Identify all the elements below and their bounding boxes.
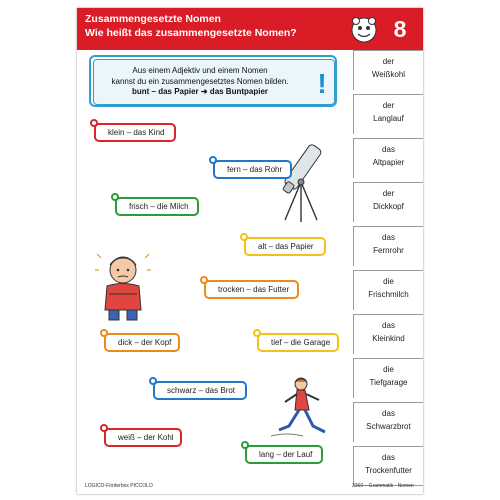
word-chip[interactable]: schwarz – das Brot bbox=[153, 381, 247, 400]
page-subtitle: Wie heißt das zusammengesetzte Nomen? bbox=[85, 27, 297, 39]
word-chip[interactable]: trocken – das Futter bbox=[204, 280, 299, 299]
header-bar bbox=[77, 8, 423, 50]
answer-cell: das Kleinkind bbox=[353, 314, 423, 354]
answer-cell: der Langlauf bbox=[353, 94, 423, 134]
worksheet-card bbox=[77, 8, 423, 494]
answer-cell: das Altpapier bbox=[353, 138, 423, 178]
footer-left: LOGICO-Förderbox PICCOLO bbox=[85, 483, 153, 489]
answer-column bbox=[353, 50, 423, 486]
answer-cell: das Trockenfutter bbox=[353, 446, 423, 486]
chip-peg bbox=[253, 329, 261, 337]
child-illustration bbox=[95, 248, 151, 322]
chip-peg bbox=[100, 424, 108, 432]
word-chip[interactable]: alt – das Papier bbox=[244, 237, 326, 256]
footer-right: 3360 – Grammatik - Nomen bbox=[352, 483, 414, 489]
answer-cell: die Tiefgarage bbox=[353, 358, 423, 398]
info-line-2: kannst du ein zusammengesetztes Nomen bilden. bbox=[111, 76, 289, 86]
word-chip[interactable]: weiß – der Kohl bbox=[104, 428, 182, 447]
word-chip[interactable]: lang – der Lauf bbox=[245, 445, 323, 464]
chip-peg bbox=[90, 119, 98, 127]
card-number: 8 bbox=[393, 16, 407, 42]
chip-peg bbox=[241, 441, 249, 449]
info-box bbox=[89, 55, 337, 107]
word-chip[interactable]: fern – das Rohr bbox=[213, 160, 292, 179]
answer-cell: das Schwarzbrot bbox=[353, 402, 423, 442]
word-chip[interactable]: dick – der Kopf bbox=[104, 333, 180, 352]
answer-cell: die Frischmilch bbox=[353, 270, 423, 310]
exclamation-icon: ! bbox=[317, 68, 327, 99]
info-line-1: Aus einem Adjektiv und einem Nomen bbox=[132, 66, 268, 75]
chip-peg bbox=[240, 233, 248, 241]
chip-peg bbox=[149, 377, 157, 385]
word-chip[interactable]: frisch – die Milch bbox=[115, 197, 199, 216]
info-line-3: bunt – das Papier ➜ das Buntpapier bbox=[131, 87, 269, 96]
answer-cell: der Weißkohl bbox=[353, 50, 423, 90]
runner-illustration bbox=[267, 372, 339, 444]
mascot-icon bbox=[349, 14, 379, 44]
chip-peg bbox=[200, 276, 208, 284]
chip-peg bbox=[111, 193, 119, 201]
info-text bbox=[100, 66, 300, 98]
page-title: Zusammengesetzte Nomen bbox=[85, 13, 221, 25]
chip-peg bbox=[209, 156, 217, 164]
word-chip[interactable]: tief – die Garage bbox=[257, 333, 339, 352]
chip-peg bbox=[100, 329, 108, 337]
answer-cell: das Fernrohr bbox=[353, 226, 423, 266]
word-chip[interactable]: klein – das Kind bbox=[94, 123, 176, 142]
answer-cell: der Dickkopf bbox=[353, 182, 423, 222]
